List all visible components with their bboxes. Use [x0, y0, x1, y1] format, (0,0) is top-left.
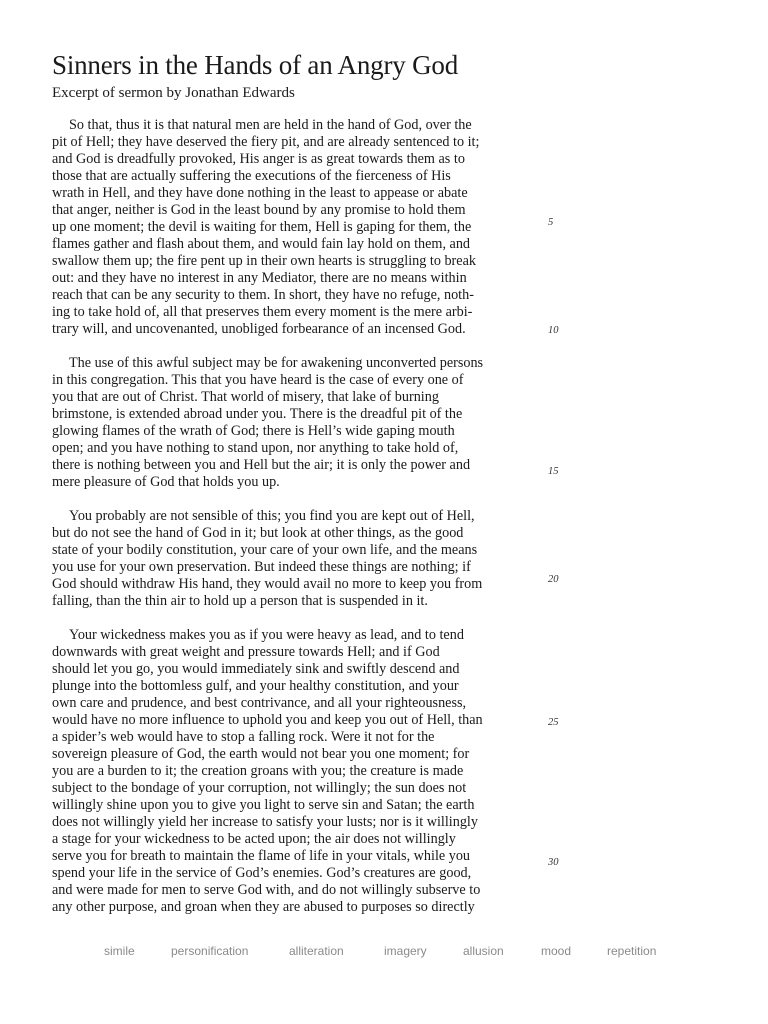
text-line: falling, than the thin air to hold up a person that is suspended in it.	[52, 593, 428, 609]
paragraph	[52, 627, 542, 916]
line-number: 25	[548, 717, 559, 728]
text-line: there is nothing between you and Hell but the air; it is only the power and	[52, 457, 471, 473]
text-line: subject to the bondage of your corruption, not willingly; the sun does not	[52, 780, 467, 796]
text-line: God should withdraw His hand, they would avail no more to keep you from	[52, 576, 483, 592]
text-line: and God is dreadfully provoked, His anger is as great towards them as to	[52, 151, 465, 167]
line-number: 20	[548, 574, 559, 585]
text-line: would have no more influence to uphold you and keep you out of Hell, than	[52, 712, 483, 728]
text-line: does not willingly yield her increase to satisfy your lusts; nor is it willingly	[52, 814, 478, 830]
text-line: pit of Hell; they have deserved the fiery pit, and are already sentenced to it;	[52, 134, 480, 150]
text-line: open; and you have nothing to stand upon, nor anything to take hold of,	[52, 440, 459, 456]
text-line: reach that can be any security to them. In short, they have no refuge, noth-	[52, 287, 474, 303]
text-line: sovereign pleasure of God, the earth would not bear you one moment; for	[52, 746, 470, 762]
term-mood[interactable]: mood	[541, 944, 572, 958]
text-line: You probably are not sensible of this; you find you are kept out of Hell,	[69, 508, 475, 524]
text-line: in this congregation. This that you have heard is the case of every one of	[52, 372, 464, 388]
text-line: out: and they have no interest in any Mediator, there are no means within	[52, 270, 467, 286]
line-number: 30	[548, 857, 559, 868]
text-line: plunge into the bottomless gulf, and your healthy constitution, and your	[52, 678, 459, 694]
text-line: those that are actually suffering the executions of the fierceness of His	[52, 168, 451, 184]
text-line: own care and prudence, and best contrivance, and all your righteousness,	[52, 695, 467, 711]
text-line: you are a burden to it; the creation groans with you; the creature is made	[52, 763, 464, 779]
text-line: a spider’s web would have to stop a falling rock. Were it not for the	[52, 729, 435, 745]
term-repetition[interactable]: repetition	[607, 944, 657, 958]
text-line: a stage for your wickedness to be acted upon; the air does not willingly	[52, 831, 456, 847]
paragraph	[52, 355, 542, 491]
paragraph	[52, 508, 542, 610]
text-line: you that are out of Christ. That world of misery, that lake of burning	[52, 389, 439, 405]
text-line: state of your bodily constitution, your care of your own life, and the means	[52, 542, 478, 558]
term-personification[interactable]: personification	[171, 944, 249, 958]
term-simile[interactable]: simile	[104, 944, 135, 958]
term-imagery[interactable]: imagery	[384, 944, 427, 958]
text-line: willingly shine upon you to give you light to serve sin and Satan; the earth	[52, 797, 475, 813]
text-line: brimstone, is extended abroad under you. There is the dreadful pit of the	[52, 406, 463, 422]
text-line: should let you go, you would immediately sink and swiftly descend and	[52, 661, 460, 677]
literary-terms-bar	[0, 944, 768, 960]
line-number: 15	[548, 466, 559, 477]
text-line: that anger, neither is God in the least bound by any promise to hold them	[52, 202, 466, 218]
text-line: downwards with great weight and pressure towards Hell; and if God	[52, 644, 440, 660]
text-line: swallow them up; the fire pent up in their own hearts is struggling to break	[52, 253, 476, 269]
line-number: 5	[548, 217, 554, 228]
text-line: up one moment; the devil is waiting for them, Hell is gaping for them, the	[52, 219, 472, 235]
line-number: 10	[548, 325, 559, 336]
text-line: serve you for breath to maintain the flame of life in your vitals, while you	[52, 848, 471, 864]
text-line: flames gather and flash about them, and would fain lay hold on them, and	[52, 236, 471, 252]
text-line: Your wickedness makes you as if you were heavy as lead, and to tend	[69, 627, 464, 643]
page-subtitle: Excerpt of sermon by Jonathan Edwards	[52, 85, 295, 101]
sermon-text	[52, 117, 542, 933]
term-allusion[interactable]: allusion	[463, 944, 504, 958]
text-line: you use for your own preservation. But indeed these things are nothing; if	[52, 559, 471, 575]
text-line: The use of this awful subject may be for awakening unconverted persons	[69, 355, 484, 371]
text-line: So that, thus it is that natural men are held in the hand of God, over the	[69, 117, 472, 133]
term-alliteration[interactable]: alliteration	[289, 944, 344, 958]
text-line: and were made for men to serve God with, and do not willingly subserve to	[52, 882, 481, 898]
text-line: trary will, and uncovenanted, unobliged forbearance of an incensed God.	[52, 321, 466, 337]
text-line: wrath in Hell, and they have done nothing in the least to appease or abate	[52, 185, 468, 201]
text-line: any other purpose, and groan when they are abused to purposes so directly	[52, 899, 475, 915]
text-line: glowing flames of the wrath of God; there is Hell’s wide gaping mouth	[52, 423, 455, 439]
page-title: Sinners in the Hands of an Angry God	[52, 50, 459, 80]
paragraph	[52, 117, 542, 338]
text-line: ing to take hold of, all that preserves them every moment is the mere arbi-	[52, 304, 473, 320]
text-line: mere pleasure of God that holds you up.	[52, 474, 280, 490]
text-line: but do not see the hand of God in it; but look at other things, as the good	[52, 525, 464, 541]
text-line: spend your life in the service of God’s enemies. God’s creatures are good,	[52, 865, 472, 881]
